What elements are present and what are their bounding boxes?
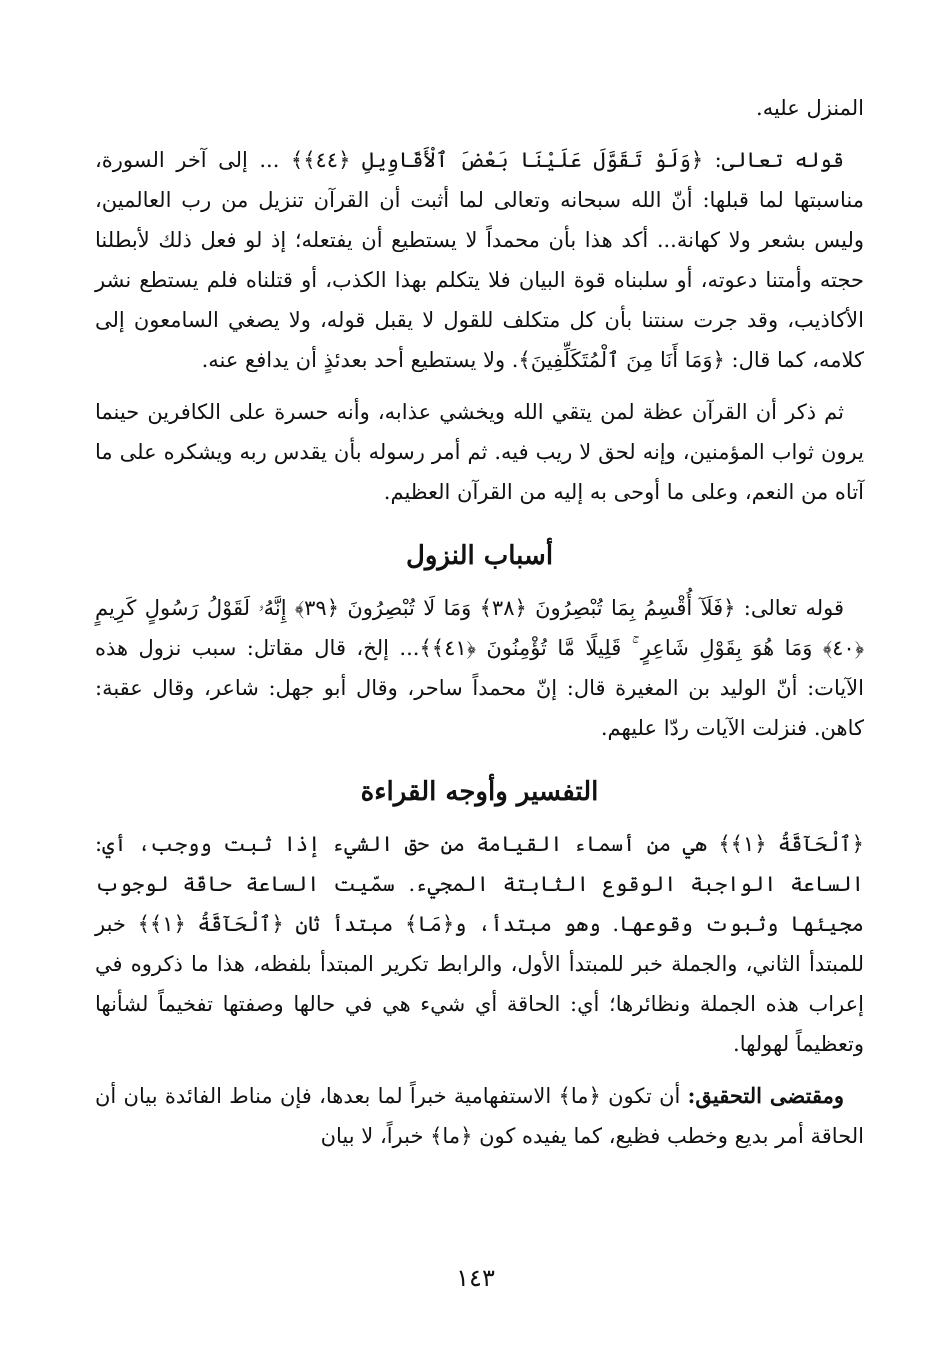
paragraph-munasaba xyxy=(95,140,864,380)
paragraph-asbab xyxy=(95,588,864,748)
page-body xyxy=(95,88,864,1168)
paragraph-tafsir-text: ﴿ٱلْحَآقَّةُ ﴿١﴾﴾ هي من أسماء القيامة من حق الشيء إذا ثبت ووجب، أي: الساعة الواجبة الوقوع الثابتة المجيء. سمّيت الساعة حاقّة لوجوب مجيئها وثبوت وقوعها. وهو مبتدأ، و﴿مَا﴾ مبتدأ ثان ﴿ٱلْحَآقَّةُ ﴿١﴾﴾ خبر للمبتدأ الثاني، والجملة خبر للمبتدأ الأول، والرابط تكرير المبتدأ بلفظه، هذا ما ذكروه في إعراب هذه الجملة ونظائرها؛ أي: الحاقة أي شيء هي في حالها وصفتها تفخيماً لشأنها وتعظيماً لهولها. xyxy=(95,832,864,1056)
paragraph-summary xyxy=(95,392,864,512)
paragraph-intro-end: المنزل عليه. xyxy=(756,96,864,120)
paragraph-tafsir xyxy=(95,824,864,1064)
heading-asbab-nuzul: أسباب النزول xyxy=(405,541,554,571)
tahqiq-bold-label: ومقتضى التحقيق: xyxy=(687,1083,844,1108)
paragraph-tahqiq-text: أن تكون ﴿ما﴾ الاستفهامية خبراً لما بعدها، فإن مناط الفائدة بيان أن الحاقة أمر بديع وخطب فظيع، كما يفيده كون ﴿ما﴾ خبراً، لا بيان xyxy=(95,1084,864,1148)
heading-tafsir: التفسير وأوجه القراءة xyxy=(360,777,599,807)
paragraph-tahqiq xyxy=(95,1076,864,1156)
page-number: ١٤٣ xyxy=(456,1264,495,1292)
paragraph-asbab-text: قوله تعالى: ﴿فَلَآ أُقْسِمُ بِمَا تُبْصِرُونَ ﴿٣٨﴾ وَمَا لَا تُبْصِرُونَ ﴿٣٩﴾ إِنَّهُۥ لَقَوْلُ رَسُولٍ كَرِيمٍ ﴿٤٠﴾ وَمَا هُوَ بِقَوْلِ شَاعِرٍ ۚ قَلِيلًا مَّا تُؤْمِنُونَ ﴿٤١﴾﴾... إلخ، قال مقاتل: سبب نزول هذه الآيات: أنّ الوليد بن المغيرة قال: إنّ محمداً ساحر، وقال أبو جهل: شاعر، وقال عقبة: كاهن. فنزلت الآيات ردّا عليهم. xyxy=(95,596,864,740)
paragraph-munasaba-text: قوله تعالى: ﴿وَلَوْ تَقَوَّلَ عَلَيْنَا بَعْضَ ٱلْأَقَاوِيلِ ﴿٤٤﴾﴾ ... إلى آخر السورة، مناسبتها لما قبلها: أنّ الله سبحانه وتعالى لما أثبت أن القرآن تنزيل من رب العالمين، وليس بشعر ولا كهانة... أكد هذا بأن محمداً لا يستطيع أن يفتعله؛ إذ لو فعل ذلك لأبطلنا حجته وأمتنا دعوته، أو سلبناه قوة البيان فلا يتكلم بهذا الكذب، أو قتلناه فلم يستطع نشر الأكاذيب، وقد جرت سنتنا بأن كل متكلف للقول لا يقبل قوله، ولا يصغي السامعون إلى كلامه، كما قال: ﴿وَمَا أَنَا مِنَ ٱلْمُتَكَلِّفِينَ﴾. ولا يستطيع أحد بعدئذٍ أن يدافع عنه. xyxy=(95,148,864,372)
paragraph-summary-text: ثم ذكر أن القرآن عظة لمن يتقي الله ويخشي عذابه، وأنه حسرة على الكافرين حينما يرون ثواب المؤمنين، وإنه لحق لا ريب فيه. ثم أمر رسوله بأن يقدس ربه ويشكره على ما آتاه من النعم، وعلى ما أوحى به إليه من القرآن العظيم. xyxy=(95,400,864,504)
